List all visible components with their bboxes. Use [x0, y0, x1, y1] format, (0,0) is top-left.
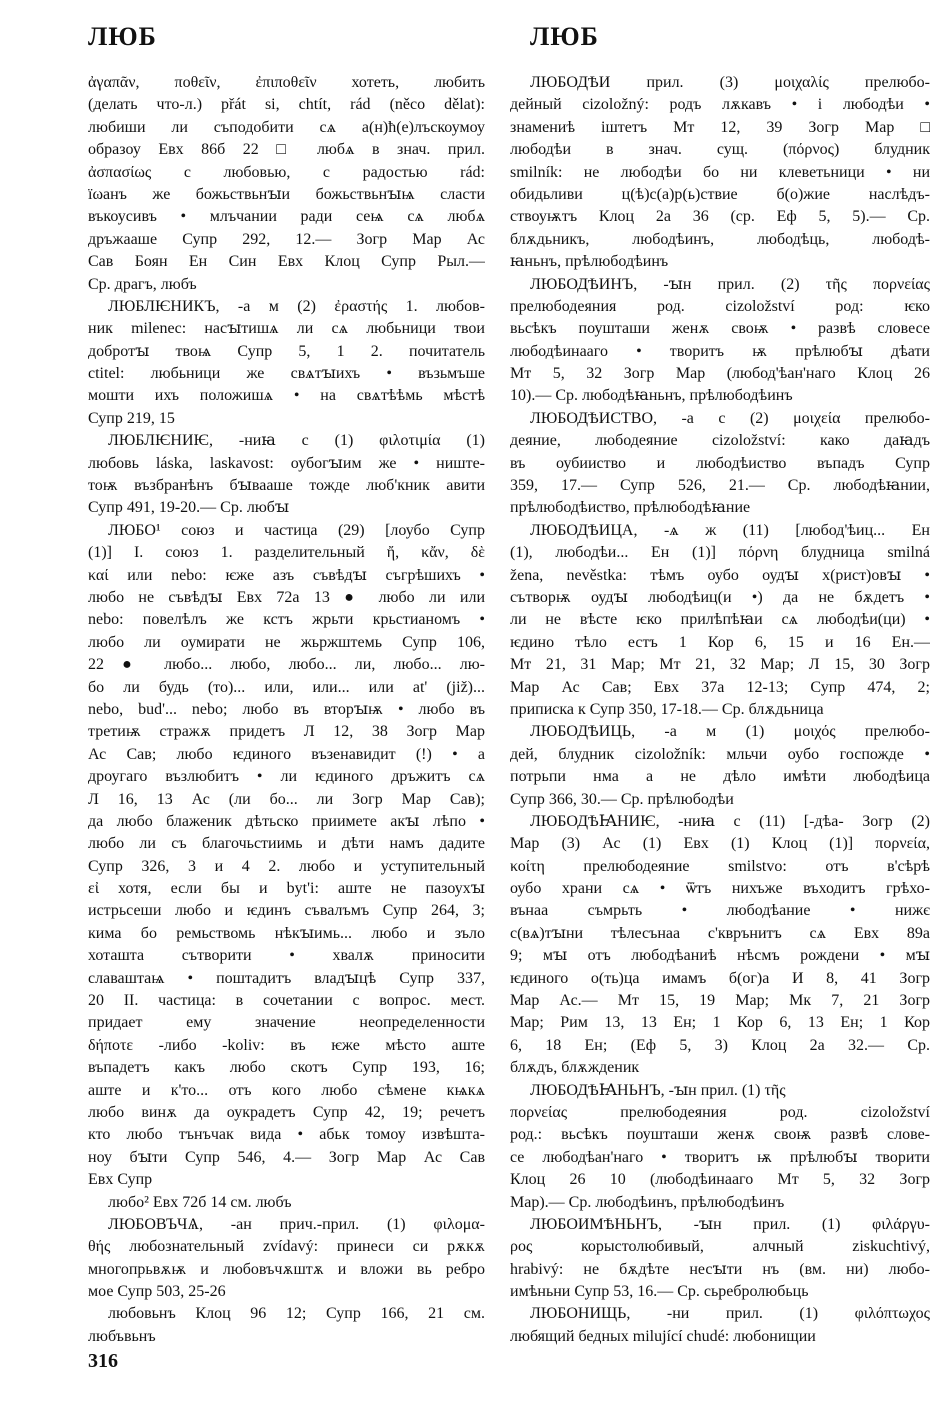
text-line: καί или nebo: ѥже азъ съвѣдꙑ съгрѣшихъ •: [88, 566, 485, 584]
entry-headline: ЛЮБОДѢИНЪ, -ꙑн прил. (2) τῆς πορνείας: [530, 275, 930, 293]
entry-headline: ЛЮБОДѢꙖНИѤ, -ниꙗ с (11) [-дѣа- Зогр (2): [530, 812, 930, 830]
text-line: добротꙑ твоѩ Супр 5, 1 2. почитатель: [88, 342, 485, 360]
text-line: се любодѣан'наго • творитъ ѭ прѣлюбꙑ творити: [510, 1148, 930, 1166]
text-line: прѣлюбодѣиство, прѣлюбодѣꙗние: [510, 499, 751, 517]
running-header-right: ЛЮБ: [530, 22, 599, 51]
text-line: любо винѫ да оукрадетъ Супр 42, 19; речетъ: [88, 1103, 485, 1121]
text-line: хоташта сътворити • хвалѫ приносити: [88, 947, 485, 965]
text-line: род.: вьсѣкъ поушташи женѫ своѭ развѣ слове-: [510, 1126, 930, 1144]
text-line: Ср. драгъ, любъ: [88, 275, 197, 293]
entry-headline: ЛЮБОВЪЧѦ, -ан прич.-прил. (1) φιλομα-: [108, 1215, 485, 1233]
text-line: любодѣи в знач. сущ. (πόρνος) блудник: [510, 141, 930, 159]
text-line: любо ли оумирати не жьржштемь Супр 106,: [88, 633, 485, 651]
entry-headline: любовьнъ Клоц 96 12; Супр 166, 21 см.: [108, 1305, 485, 1323]
text-line: 20 II. частица: в сочетании с вопрос. мест.: [88, 992, 485, 1010]
text-line: Мар Ас Сав; Евх 37а 12-13; Супр 474, 2;: [510, 678, 930, 696]
text-line: Мар; Рим 13, 13 Ен; 1 Кор 6, 13 Ен; 1 Кор: [510, 1014, 930, 1032]
text-line: ствоуѭтъ Клоц 2а 36 (ср. Еф 5, 5).— Ср.: [510, 208, 930, 226]
text-line: ѥдиного о(ть)ца имамъ б(ог)а И 8, 41 Зогр: [510, 969, 930, 987]
text-line: nebo: повелѣлъ же кстъ жрьти крьстианомъ •: [88, 611, 485, 629]
text-line: блѫдьникъ, любодѣинъ, любодѣць, любодѣ-: [510, 230, 930, 248]
text-line: да любо блаженик дѣтьско приимете акꙑ лѣпо •: [88, 812, 485, 830]
text-line: дръжааше Супр 292, 12.— Зогр Мар Ас: [88, 230, 485, 248]
text-line: (1)] I. союз 1. разделительный ἤ, κἄν, δὲ: [88, 544, 485, 562]
text-line: деяние, любодеяние cizoložství: како даꙗдъ: [510, 432, 930, 450]
text-line: кима бо ремьствомь нѣкꙑимь... любо и зъло: [88, 924, 485, 942]
text-line: їωанъ же божьствьнꙑи божьствьнꙑѩ сласти: [88, 185, 485, 203]
text-line: hrabivý: не бѫдѣте несꙑти нъ (вм. ни) любо-: [510, 1260, 930, 1278]
text-line: вьсѣкъ поушташи женѫ своѭ • развѣ словесе: [510, 320, 930, 338]
text-line: сътворѭ оудꙑ любодѣиц(и •) да не бѫдетъ •: [510, 588, 930, 606]
text-line: Л 16, 13 Ас (ли бо... ли Зогр Мар Сав);: [88, 790, 485, 808]
text-line: любо ли съ благочьстиимь и дѣти намъ дадите: [88, 835, 485, 853]
text-line: прелюбодеяния род. cizoložství род: ѥко: [510, 297, 930, 315]
text-line: Сав Боян Ен Син Евх Клоц Супр Рыл.—: [88, 253, 485, 271]
text-line: многопрьвѫѭ и любовъчѫштѫ и вложи вь ребро: [88, 1260, 485, 1278]
text-line: Мар).— Ср. любодѣинъ, прѣлюбодѣинъ: [510, 1193, 785, 1211]
text-line: бо ли будь (то)... или, или... или at' (již)...: [88, 678, 485, 696]
text-line: Супр 326, 3 и 4 2. любо и уступительный: [88, 857, 485, 875]
text-line: žena, nevěstka: тѣмъ оубо оудꙑ х(рист)овꙑ •: [510, 566, 930, 584]
text-line: аште и к'то... отъ кого любо сѣмене кѩкѧ: [88, 1081, 485, 1099]
text-line: (1), любодѣи... Ен (1)] πόρνη блудница smilná: [510, 544, 930, 562]
text-line: образоу Евх 86б 22 □ любѧ в знач. прил.: [88, 141, 485, 159]
text-line: ctitel: любьници же свѧтꙑихъ • възьмъше: [88, 365, 485, 383]
text-line: любовь láska, laskavost: оубогꙑим же • ниште-: [88, 454, 485, 472]
text-line: κοίτη прелюбодеяние smilstvo: отъ в'сѣрѣ: [510, 857, 930, 875]
text-line: 359, 17.— Супр 526, 21.— Ср. любодѣꙗнии,: [510, 477, 930, 495]
left-column: [88, 72, 485, 1348]
text-line: любодѣинааго • творитъ ѭ прѣлюбꙑ дѣати: [510, 342, 930, 360]
page-number: 316: [88, 1350, 118, 1372]
text-line: 10).— Ср. любодѣꙗньнъ, прѣлюбодѣинъ: [510, 387, 793, 405]
text-line: ноу бꙑти Супр 546, 4.— Зогр Мар Ас Сав: [88, 1148, 485, 1166]
text-line: εἰ хотя, если бы и byt'i: аште не пазоухꙑ: [88, 880, 485, 898]
text-line: въкоусивъ • млъчании ради сеѩ сѧ любѧ: [88, 208, 485, 226]
text-line: истрьсеши любо и ѥдинъ съвалъмъ Супр 264, 3;: [88, 902, 485, 920]
text-line: вънаа съмрьть • любодѣание • нижє: [510, 902, 930, 920]
text-line: третиѭ стражѫ придетъ Л 12, 38 Зогр Мар: [88, 723, 485, 741]
text-line: оубо храни сѧ • ѿтъ нихъже въходитъ грѣхо-: [510, 880, 930, 898]
text-line: ѥдино тѣло естъ 1 Кор 6, 15 и 16 Ен.—: [510, 633, 930, 651]
running-header-left: ЛЮБ: [88, 22, 157, 51]
text-line: потрьпи нма а не дѣло имѣти любодѣица: [510, 768, 930, 786]
text-line: Ас Сав; любо ѥдиного възенавидит (!) • а: [88, 745, 485, 763]
text-line: θής любознательный zvídavý: принеси си рѫкѫ: [88, 1238, 485, 1256]
text-line: (делать что-л.) přát si, chtít, rád (něco dělat):: [88, 96, 485, 114]
text-line: любиши ли съподобити сѧ а(н)ћ(е)лъскоумоу: [88, 118, 485, 136]
text-line: ꙗньнъ, прѣлюбодѣинъ: [510, 253, 669, 271]
entry-headline: ЛЮБОДѢИСТВО, -а с (2) μοιχεία прелюбо-: [530, 409, 930, 427]
text-line: smilník: не любодѣи бо ни клеветьници • ни: [510, 163, 930, 181]
text-line: любъвьнъ: [88, 1327, 156, 1345]
entry-headline: ЛЮБОДѢИЦЬ, -а м (1) μοιχός прелюбо-: [530, 723, 930, 741]
text-line: 6, 18 Ен; (Еф 5, 3) Клоц 2а 32.— Ср.: [510, 1036, 930, 1054]
text-line: ἀγαπᾶν, ποθεῖν, ἐπιποθεῖν хотеть, любить: [88, 74, 485, 91]
entry-headline: любо² Евх 72б 14 см. любъ: [108, 1193, 292, 1211]
text-line: знамениѣ іштетъ Мт 12, 39 Зогр Мар □: [510, 118, 930, 136]
entry-headline: ЛЮБОДѢИ прил. (3) μοιχαλίς прелюбо-: [530, 74, 930, 91]
right-column: [510, 72, 930, 1348]
text-line: дейный cizoložný: родъ лѫкавъ • і любодѣи •: [510, 96, 930, 114]
text-line: Клоц 26 10 (любодѣинааго Мт 5, 32 Зогр: [510, 1171, 930, 1189]
text-line: Мар Ас.— Мт 15, 19 Мар; Мк 7, 21 Зогр: [510, 992, 930, 1010]
text-line: Супр 491, 19-20.— Ср. любꙑ: [88, 499, 290, 517]
text-line: блѫдъ, блѫжденик: [510, 1059, 640, 1077]
entry-headline: ЛЮБО¹ союз и частица (29) [лоубо Супр: [108, 521, 485, 539]
text-line: въ оубииство и любодѣиство въпадъ Супр: [510, 454, 930, 472]
text-line: 22 ● любо... любо, любо... ли, любо... лю-: [88, 656, 485, 674]
entry-headline: ЛЮБОНИЩЬ, -ни прил. (1) φιλόπτωχος: [530, 1305, 930, 1323]
text-line: мое Супр 503, 25-26: [88, 1283, 226, 1301]
text-line: любящий бедных milující chudé: любонищии: [510, 1327, 816, 1345]
text-line: Мт 21, 31 Мар; Мт 21, 32 Мар; Л 15, 30 Зогр: [510, 656, 930, 674]
entry-headline: ЛЮБОДѢꙖНЬНЪ, -ꙑн прил. (1) τῆς: [530, 1081, 786, 1099]
text-line: мошти ихъ положишѧ • на свѧтѣѣмь мѣстѣ: [88, 387, 485, 405]
text-line: nebo, bud'... nebo; любо въ вторꙑѭ • любо въ: [88, 700, 485, 718]
text-line: δήποτε -либо -koliv: въ ѥже мѣсто аште: [88, 1036, 485, 1054]
entry-headline: ЛЮБОИМѢНЬНЪ, -ꙑн прил. (1) φιλάργυ-: [530, 1215, 930, 1233]
text-line: обидьливи ц(ѣ)с(а)р(ь)ствие б(о)жие наслѣдъ-: [510, 185, 930, 203]
text-line: Мт 5, 32 Зогр Мар (любод'ѣан'наго Клоц 26: [510, 365, 930, 383]
text-line: тоѭ възбранѣнъ бꙑвааше тожде люб'кник авити: [88, 477, 485, 495]
text-line: кто любо тънъчак вида • абьк томоу извѣшта-: [88, 1126, 485, 1144]
text-line: ἀσπασίως с любовью, с радостью rád:: [88, 163, 485, 181]
text-line: с(вѧ)тꙑни тѣлесънаа с'кврънитъ сѧ Евх 89а: [510, 924, 930, 942]
text-line: славаштаѩ • поштадитъ владꙑцѣ Супр 337,: [88, 969, 485, 987]
entry-headline: ЛЮБОДѢИЦА, -ѧ ж (11) [любод'ѣиц... Ен: [530, 521, 930, 539]
text-line: любо не съвѣдꙑ Евх 72а 13 ● любо ли или: [88, 588, 485, 606]
text-line: 9; мꙑ отъ любодѣаниѣ нѣсмъ рождени • мꙑ: [510, 947, 930, 965]
text-line: дей, блудник cizoložník: мльчи оубо госпожде •: [510, 745, 930, 763]
text-line: дроугаго възлюбитъ • ли ѥдиного дръжитъ сѧ: [88, 768, 485, 786]
text-line: приписка к Супр 350, 17-18.— Ср. блѫдьница: [510, 700, 824, 718]
entry-headline: ЛЮБЛѤНИѤ, -ниꙗ с (1) φιλοτιμία (1): [108, 432, 485, 450]
text-line: Супр 219, 15: [88, 409, 175, 427]
text-line: ли не вѣсте ѥко прилѣпѣꙗи сѧ любодѣи(ци) •: [510, 611, 930, 629]
text-line: ник milenec: насꙑтишѧ ли сѧ любьници твои: [88, 320, 485, 338]
text-line: имѣньни Супр 53, 16.— Ср. сьребролюбьць: [510, 1283, 809, 1301]
text-line: πορνείας прелюбодеяния род. cizoložství: [510, 1103, 930, 1121]
text-line: придает ему значение неопределенности: [88, 1014, 485, 1032]
text-line: въпадетъ какъ любо скотъ Супр 193, 16;: [88, 1059, 485, 1077]
text-line: Евх Супр: [88, 1171, 153, 1189]
text-line: Мар (3) Ас (1) Евх (1) Клоц (1)] πορνεία,: [510, 835, 930, 853]
entry-headline: ЛЮБЛѤНИКЪ, -а м (2) ἐραστής 1. любов-: [108, 297, 485, 315]
text-line: Супр 366, 30.— Ср. прѣлюбодѣи: [510, 790, 734, 808]
text-line: ρος корыстолюбивый, алчный ziskuchtivý,: [510, 1238, 930, 1256]
